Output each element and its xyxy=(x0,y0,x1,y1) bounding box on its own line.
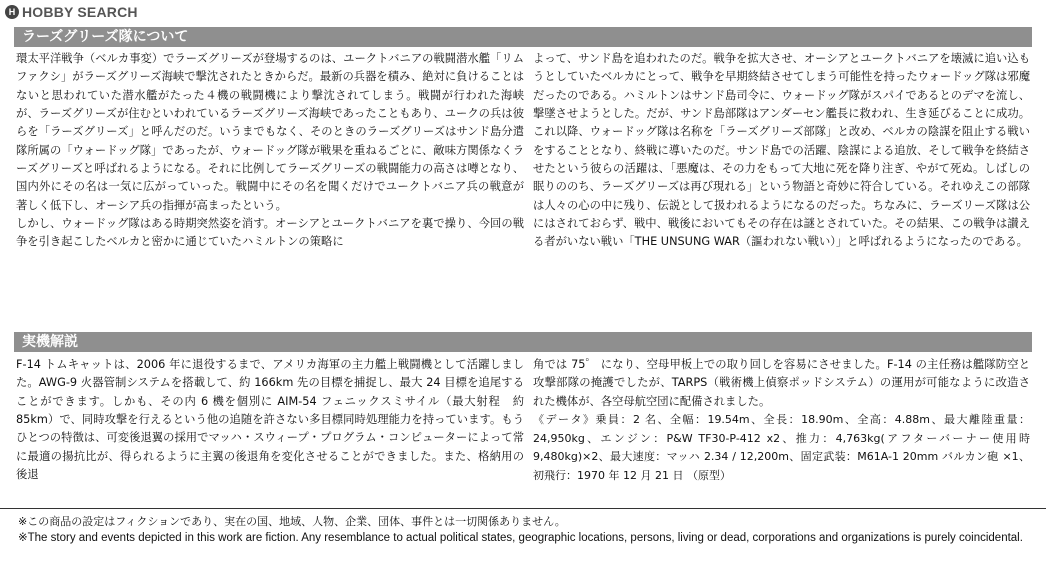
disclaimer-footer xyxy=(0,508,1046,581)
aircraft-column-left xyxy=(16,356,524,506)
logo-icon: H xyxy=(5,5,19,19)
logo-text: HOBBY SEARCH xyxy=(22,4,138,20)
razgriz-column-right xyxy=(533,50,1030,325)
paragraph: 角では 75゜ になり、空母甲板上での取り回しを容易にさせました。F-14 の主任務は艦隊防空と攻撃部隊の掩護でしたが、TARPS（戦術機上偵察ポッドシステム）の運用が可能なように改造された機体が、各空母航空団に配備されました。 xyxy=(533,358,1030,408)
spec-data: 《データ》乗員：2 名、全幅：19.54m、全長：18.90m、全高：4.88m、最大離陸重量：24,950kg、エンジン：P&W TF30-P-412 x2、推力：4,763kg(アフターバーナー使用時 9,480kg)×2、最大速度：マッハ 2.34 / 12,200m、固定武装：M61A-1 20mm バルカン砲 ×1、初飛行：1970 年 12 月 21 日 （原型） xyxy=(533,413,1030,482)
disclaimer-en: ※The story and events depicted in this work are fiction. Any resemblance to actual political states, geographic locations, persons, living or dead, corporations and organizations is purely coincidental. xyxy=(18,532,1023,544)
hobby-search-logo xyxy=(5,3,138,21)
paragraph: しかし、ウォードッグ隊はある時期突然姿を消す。オーシアとユークトバニアを裏で操り、今回の戦争を引き起こしたベルカと密かに通じていたハミルトンの策略に xyxy=(16,217,524,249)
section-header-razgriz: ラーズグリーズ隊について xyxy=(14,27,1032,47)
aircraft-column-right xyxy=(533,356,1030,506)
paragraph: F-14 トムキャットは、2006 年に退役するまで、アメリカ海軍の主力艦上戦闘機として活躍しました。AWG-9 火器管制システムを搭載して、約 166km 先の目標を捕捉し、最大 24 目標を追尾することができます。しかも、その内 6 機を個別に AIM-54 フェニックスミサイル（最大射程 約 85km）で、同時攻撃を行えるという他の追随を許さない多目標同時処理能力を持っています。もうひとつの特徴は、可変後退翼の採用でマッハ・スウィープ・プログラム・コンピューターによって常に最適の揚抗比が、得られるように主翼の後退角を変化させることができました。また、格納用の後退 xyxy=(16,358,524,482)
section-header-real-aircraft: 実機解説 xyxy=(14,332,1032,352)
paragraph: よって、サンド島を追われたのだ。戦争を拡大させ、オーシアとユークトバニアを壊滅に追い込もうとしていたベルカにとって、戦争を早期終結させてしまう可能性を持ったウォードッグ隊は邪魔だったのである。ハミルトンはサンド島司令に、ウォードッグ隊がスパイであるとのデマを流し、撃墜させようとした。だが、サンド島部隊はアンダーセン艦長に救われ、生き延びることに成功。これ以降、ウォードッグ隊は名称を「ラーズグリーズ部隊」と改め、ベルカの陰謀を阻止する戦いをすることとなり、終戦に導いたのだ。サンド島での活躍、陰謀による追放、そして戦争を終結させたという彼らの活躍は、「悪魔は、その力をもって大地に死を降り注ぎ、やがて死ぬ。しばしの眠りののち、ラーズグリーズは再び現れる」という物語と奇妙に符合している。それゆえこの部隊は人々の心の中に残り、伝説として扱われるようになるのだった。ちなみに、ラーズリーズ隊は公にはされておらず、戦中、戦後においてもその存在は謎とされていた。その結果、この戦争は讃える者がいない戦い「THE UNSUNG WAR（謳われない戦い）」と呼ばれるようになったのである。 xyxy=(533,52,1030,249)
disclaimer-jp: ※この商品の設定はフィクションであり、実在の国、地域、人物、企業、団体、事件とは一切関係ありません。 xyxy=(18,515,566,528)
paragraph: 環太平洋戦争（ベルカ事変）でラーズグリーズが登場するのは、ユークトバニアの戦闘潜水艦「リムファクシ」がラーズグリーズ海峡で撃沈されたときからだ。最新の兵器を積み、絶対に負けることはないと思われていた潜水艦がたった４機の戦闘機により撃沈されてしまう。戦闘が行われた海峡が、ラーズグリーズが住むといわれているラーズグリーズ海峡であったこともあり、ユークの兵は彼らを「ラーズグリーズ」と呼んだのだ。いうまでもなく、そのときのラーズグリーズはサンド島分遣隊所属の「ウォードッグ隊」であったが、ウォードッグ隊が戦果を重ねるごとに、敵味方関係なくラーズグリーズと呼ばれるようになる。それに比例してラーズグリーズの戦闘能力の高さは噂となり、国内外にその名は一気に広がっていった。戦闘中にその名を聞くだけでユークトバニア兵の戦意が著しく低下し、オーシア兵の指揮が高まったという。 xyxy=(16,52,524,212)
razgriz-column-left xyxy=(16,50,524,325)
